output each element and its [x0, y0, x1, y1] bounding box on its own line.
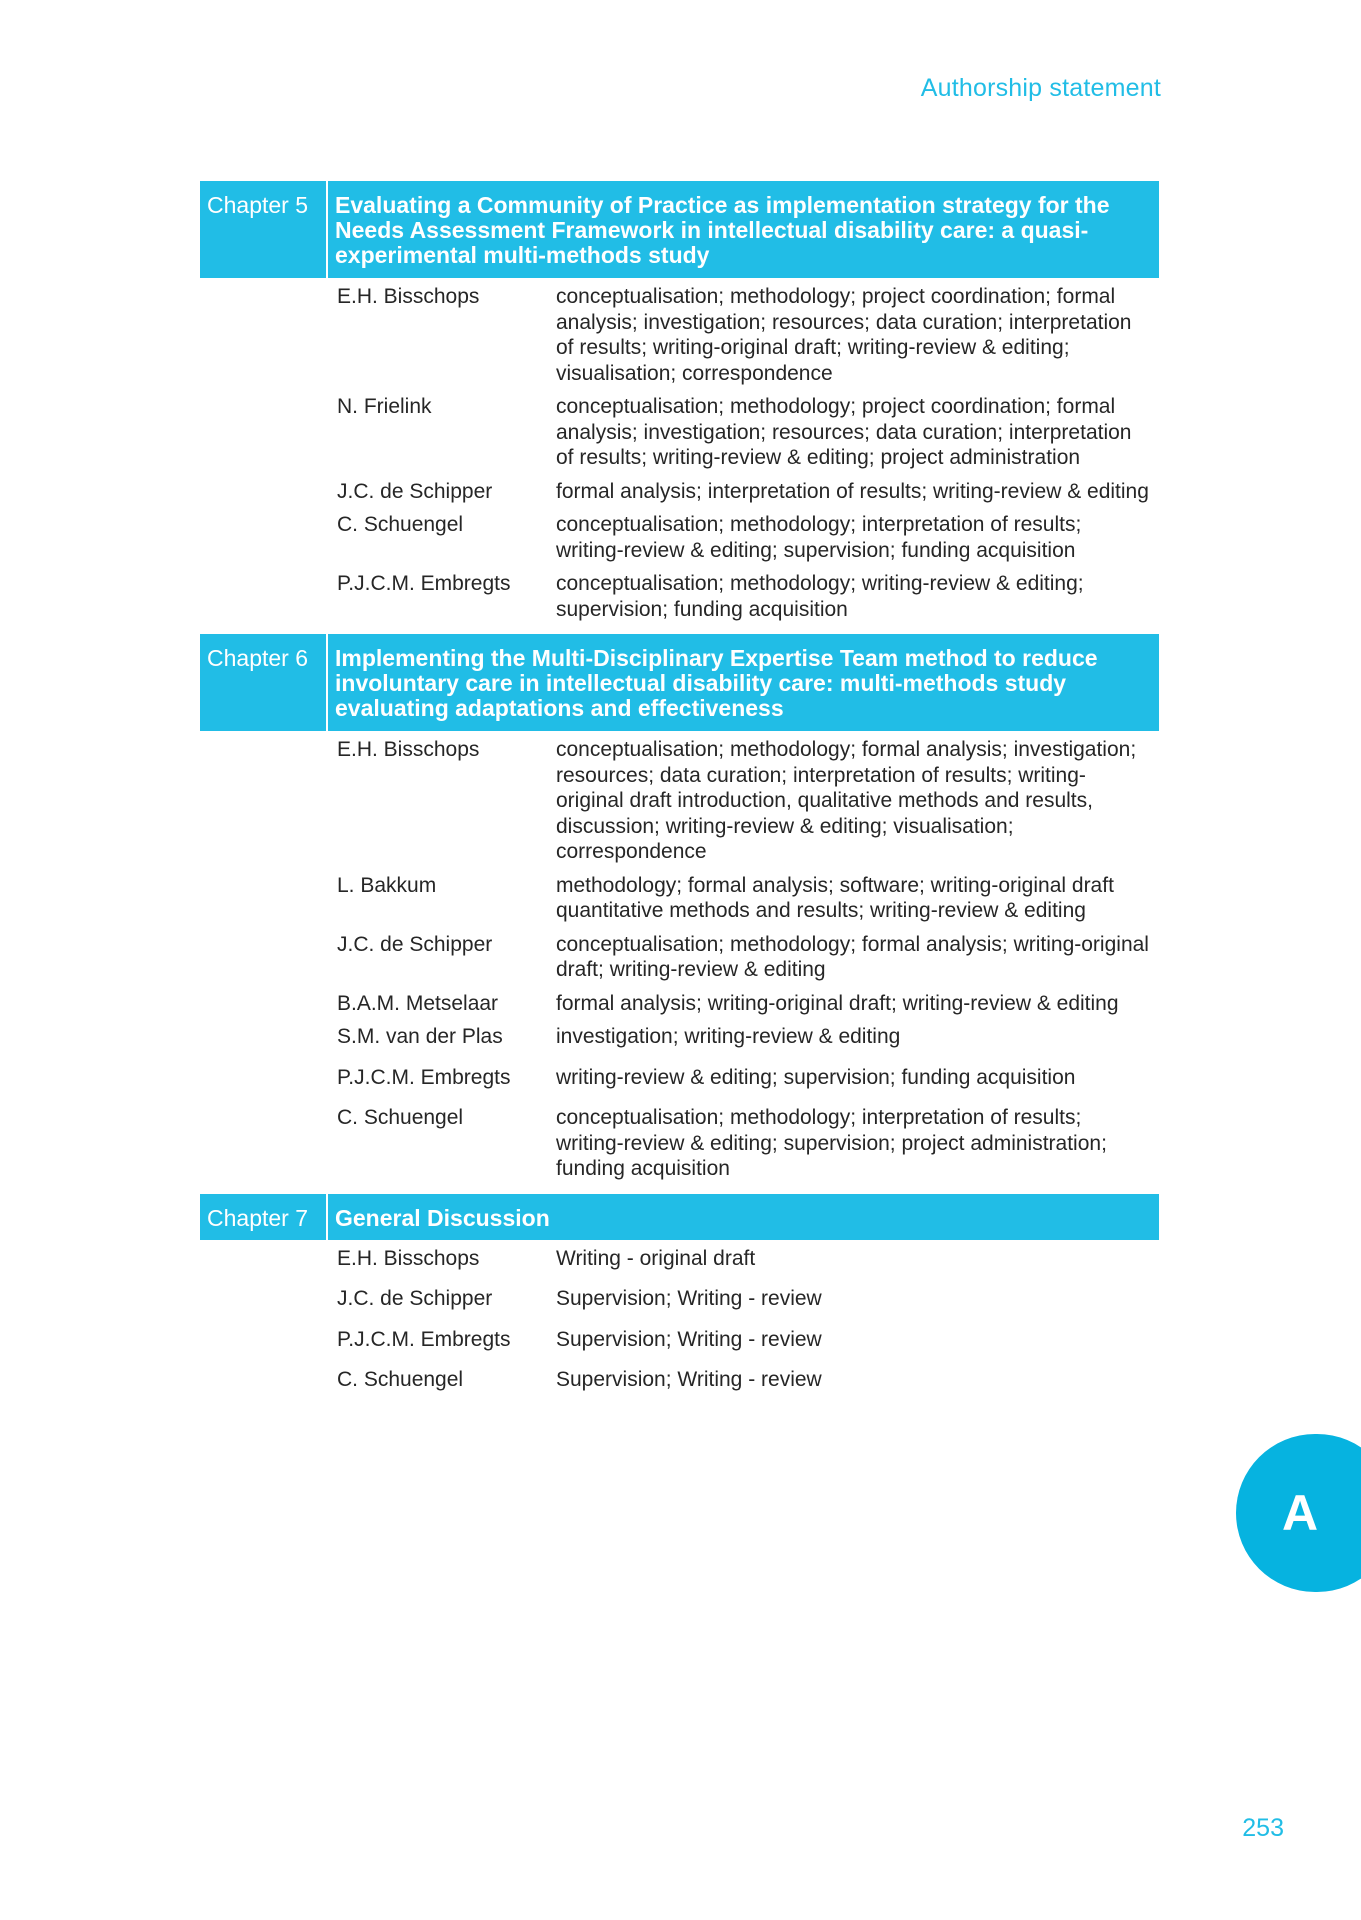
- author-row: [200, 1023, 1159, 1064]
- author-row: [200, 393, 1159, 478]
- author-name: P.J.C.M. Embregts: [337, 1327, 511, 1351]
- author-name: J.C. de Schipper: [337, 932, 493, 956]
- author-row: [200, 1285, 1159, 1326]
- author-row: [200, 990, 1159, 1024]
- author-roles: conceptualisation; methodology; interpretation of results; writing-review & editing; supervision; funding acquisition: [556, 513, 1082, 562]
- author-row: [200, 736, 1159, 872]
- author-name: C. Schuengel: [337, 1368, 464, 1391]
- author-row: [200, 511, 1159, 570]
- author-name: J.C. de Schipper: [337, 479, 493, 503]
- author-name: B.A.M. Metselaar: [337, 991, 499, 1015]
- author-name: E.H. Bisschops: [337, 738, 480, 761]
- author-roles: investigation; writing-review & editing: [556, 1025, 901, 1048]
- author-roles: formal analysis; writing-original draft; writing-review & editing: [556, 991, 1119, 1015]
- author-name: C. Schuengel: [337, 513, 464, 536]
- author-row: [200, 931, 1159, 990]
- author-row: [200, 872, 1159, 931]
- author-roles: formal analysis; interpretation of results; writing-review & editing: [556, 479, 1149, 503]
- author-roles: writing-review & editing; supervision; funding acquisition: [556, 1065, 1076, 1089]
- chapter-label: Chapter 7: [200, 1194, 328, 1240]
- running-title: Authorship statement: [920, 74, 1161, 102]
- author-name: C. Schuengel: [337, 1106, 464, 1129]
- author-row: [200, 1104, 1159, 1189]
- section-tab-letter: A: [1282, 1485, 1319, 1541]
- chapter-title: General Discussion: [335, 1204, 550, 1231]
- chapter-label: Chapter 6: [200, 634, 328, 731]
- author-name: J.C. de Schipper: [337, 1287, 493, 1310]
- author-roles: methodology; formal analysis; software; writing-original draft quantitative methods and results; writing-review & editing: [556, 873, 1114, 922]
- author-roles: Supervision; Writing - review: [556, 1287, 822, 1310]
- author-roles: conceptualisation; methodology; interpretation of results; writing-review & editing; supervision; project administration; funding acquisition: [556, 1106, 1107, 1180]
- chapter-header: [200, 181, 1159, 278]
- author-name: E.H. Bisschops: [337, 1246, 480, 1270]
- author-roles: conceptualisation; methodology; writing-review & editing; supervision; funding acquisition: [556, 572, 1084, 621]
- author-row: [200, 1326, 1159, 1367]
- author-list: [200, 278, 1159, 634]
- chapter-title: Implementing the Multi-Disciplinary Expertise Team method to reduce involuntary care in intellectual disability care: multi-methods study evaluating adaptations and effectiveness: [335, 645, 1098, 721]
- author-row: [200, 570, 1159, 629]
- author-roles: conceptualisation; methodology; formal analysis; writing-original draft; writing-review & editing: [556, 932, 1149, 981]
- author-name: N. Frielink: [337, 395, 432, 418]
- chapter-title: Evaluating a Community of Practice as implementation strategy for the Needs Assessment Framework in intellectual disability care: a quasi-experimental multi-methods study: [335, 192, 1110, 268]
- author-roles: conceptualisation; methodology; formal analysis; investigation; resources; data curation; interpretation of results; writing-original draft introduction, qualitative methods and results, discussion; writing-review & editing; visualisation; correspondence: [556, 738, 1137, 863]
- authorship-table: [200, 181, 1159, 1405]
- author-list: [200, 731, 1159, 1194]
- author-name: E.H. Bisschops: [337, 285, 480, 308]
- chapter-header: [200, 634, 1159, 731]
- author-roles: Writing - original draft: [556, 1246, 756, 1270]
- chapter-label: Chapter 5: [200, 181, 328, 278]
- chapter-header: [200, 1194, 1159, 1240]
- author-row: [200, 1064, 1159, 1105]
- author-roles: conceptualisation; methodology; project coordination; formal analysis; investigation; resources; data curation; interpretation of results; writing-original draft; writing-review & editing; visualisation; correspondence: [556, 285, 1132, 385]
- author-roles: Supervision; Writing - review: [556, 1368, 822, 1391]
- author-name: S.M. van der Plas: [337, 1025, 503, 1048]
- page-number: 253: [1242, 1814, 1284, 1842]
- author-roles: conceptualisation; methodology; project coordination; formal analysis; investigation; resources; data curation; interpretation of results; writing-review & editing; project administration: [556, 395, 1132, 469]
- author-row: [200, 1366, 1159, 1400]
- author-name: P.J.C.M. Embregts: [337, 1065, 511, 1089]
- author-roles: Supervision; Writing - review: [556, 1327, 822, 1351]
- author-name: L. Bakkum: [337, 873, 437, 897]
- author-row: [200, 478, 1159, 512]
- author-row: [200, 283, 1159, 393]
- author-name: P.J.C.M. Embregts: [337, 572, 511, 595]
- section-tab: [1236, 1434, 1361, 1592]
- author-row: [200, 1245, 1159, 1286]
- author-list: [200, 1240, 1159, 1405]
